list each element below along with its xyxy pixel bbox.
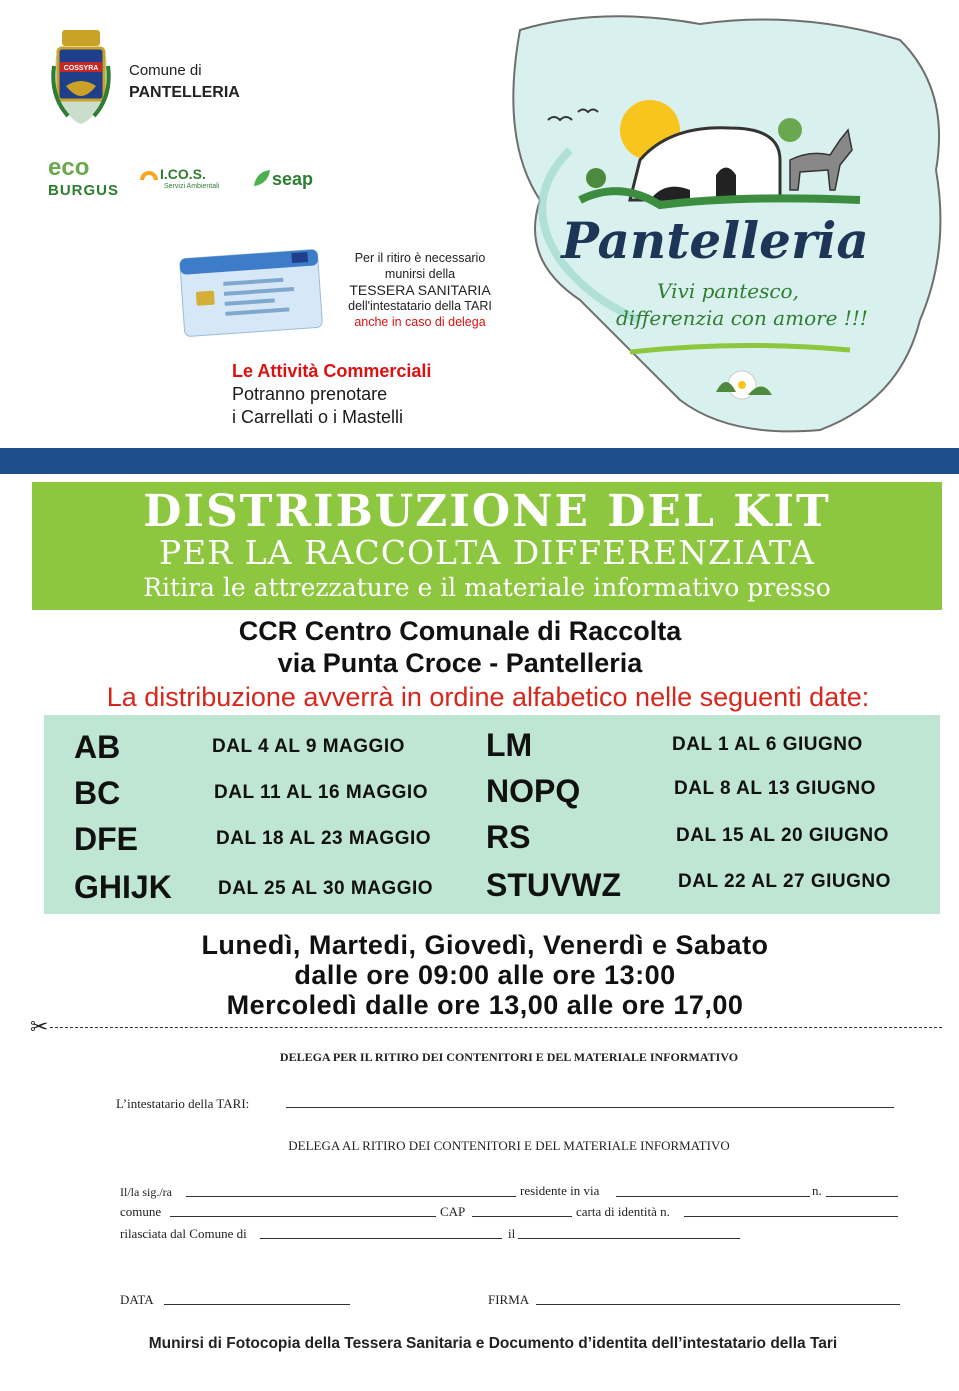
schedule-table [44, 715, 940, 914]
attivita-line2: Potranno prenotare [232, 384, 388, 404]
island-slogan-line1: Vivi pantesco, [657, 279, 799, 303]
firma-label: FIRMA [488, 1292, 530, 1307]
rilasciata-label: rilasciata dal Comune di [120, 1226, 247, 1241]
comune-name [129, 60, 240, 104]
seap-logo: seap [272, 169, 314, 189]
residente-label: residente in via [520, 1183, 600, 1198]
icos-subtitle: Servizi Ambientali [164, 183, 220, 190]
schedule-dates: DAL 8 AL 13 GIUGNO [674, 778, 876, 799]
attivita-line3: i Carrellati o i Mastelli [232, 407, 404, 427]
cap-field[interactable] [472, 1216, 572, 1217]
island-name: Pantelleria [561, 211, 869, 270]
sig-field[interactable] [186, 1196, 516, 1197]
data-label: DATA [120, 1292, 154, 1307]
attivita-commerciali-note [232, 360, 431, 429]
sun-icon [138, 166, 160, 180]
hours-line3: Mercoledì dalle ore 13,00 alle ore 17,00 [226, 990, 744, 1020]
partner-logos [46, 152, 346, 206]
ritiro-line4: dell'intestatario della TARI [348, 299, 492, 313]
icos-logo: I.CO.S. [160, 166, 206, 182]
crest-text: COSSYRA [63, 65, 99, 72]
distribution-note: La distribuzione avverrà in ordine alfabetico nelle seguenti date: [106, 682, 870, 712]
footer-note: Munirsi di Fotocopia della Tessera Sanitaria e Documento d’identita dell’intestatario della Tari [148, 1335, 838, 1352]
schedule-dates: DAL 11 AL 16 MAGGIO [214, 782, 428, 803]
comune-line1: Comune di [129, 62, 202, 79]
schedule-letters: LM [486, 727, 533, 763]
island-slogan-line2: differenzia con amore !!! [616, 306, 868, 330]
schedule-dates: DAL 1 AL 6 GIUGNO [672, 734, 863, 755]
schedule-letters: DFE [74, 821, 138, 857]
scissors-icon: ✂ [30, 1014, 49, 1039]
pantelleria-island-logo [480, 0, 959, 440]
cut-line [50, 1027, 942, 1028]
cap-label: CAP [440, 1204, 466, 1219]
n-field[interactable] [826, 1196, 898, 1197]
schedule-dates: DAL 4 AL 9 MAGGIO [212, 736, 405, 757]
carta-field[interactable] [684, 1216, 898, 1217]
title-line1: DISTRIBUZIONE DEL KIT [143, 486, 831, 537]
firma-field[interactable] [536, 1304, 900, 1305]
title-line2: PER LA RACCOLTA DIFFERENZIATA [158, 533, 816, 572]
schedule-dates: DAL 25 AL 30 MAGGIO [218, 878, 434, 899]
intestatario-label: L’intestatario della TARI: [116, 1096, 250, 1111]
rilasciata-field[interactable] [260, 1238, 502, 1239]
comune-line2: PANTELLERIA [129, 84, 240, 101]
schedule-letters: NOPQ [486, 773, 581, 809]
n-label: n. [812, 1183, 822, 1198]
title-line3: Ritira le attrezzature e il materiale informativo presso [143, 573, 831, 602]
location-line1: CCR Centro Comunale di Raccolta [238, 616, 682, 646]
location-line2: via Punta Croce - Pantelleria [277, 648, 643, 678]
schedule-letters: BC [74, 775, 121, 811]
ritiro-line5: anche in caso di delega [354, 315, 486, 329]
schedule-dates: DAL 22 AL 27 GIUGNO [678, 871, 891, 892]
tessera-sanitaria-card-icon [176, 246, 326, 338]
schedule-dates: DAL 18 AL 23 MAGGIO [216, 828, 432, 849]
seap-leaf-icon [252, 168, 272, 188]
opening-hours [0, 930, 959, 1020]
form-subheading: DELEGA AL RITIRO DEI CONTENITORI E DEL MATERIALE INFORMATIVO [288, 1138, 730, 1153]
hours-line2: dalle ore 09:00 alle ore 13:00 [294, 960, 676, 990]
residente-field[interactable] [616, 1196, 810, 1197]
schedule-letters: STUVWZ [486, 867, 622, 903]
eco-logo: eco [48, 154, 90, 181]
blue-divider-band [0, 448, 959, 474]
il-date-field[interactable] [518, 1238, 740, 1239]
ritiro-line3: TESSERA SANITARIA [349, 282, 491, 298]
intestatario-field[interactable] [286, 1107, 894, 1108]
il-label: il [508, 1226, 516, 1241]
attivita-line1: Le Attività Commerciali [232, 361, 432, 381]
sig-label: Il/la sig./ra [120, 1185, 172, 1199]
data-field[interactable] [164, 1304, 350, 1305]
ritiro-line2: munirsi della [384, 267, 456, 281]
schedule-letters: RS [486, 819, 531, 855]
schedule-letters: GHIJK [74, 869, 172, 905]
schedule-letters: AB [74, 729, 121, 765]
comune-crest-logo [48, 26, 114, 126]
comune-label: comune [120, 1204, 162, 1219]
carta-label: carta di identità n. [576, 1204, 670, 1219]
burgus-logo: BURGUS [48, 182, 120, 199]
comune-field[interactable] [170, 1216, 436, 1217]
form-heading: DELEGA PER IL RITIRO DEI CONTENITORI E DEL MATERIALE INFORMATIVO [279, 1050, 739, 1064]
hours-line1: Lunedì, Martedi, Giovedì, Venerdì e Sabato [201, 930, 769, 960]
ritiro-line1: Per il ritiro è necessario [354, 251, 486, 265]
schedule-dates: DAL 15 AL 20 GIUGNO [676, 825, 889, 846]
